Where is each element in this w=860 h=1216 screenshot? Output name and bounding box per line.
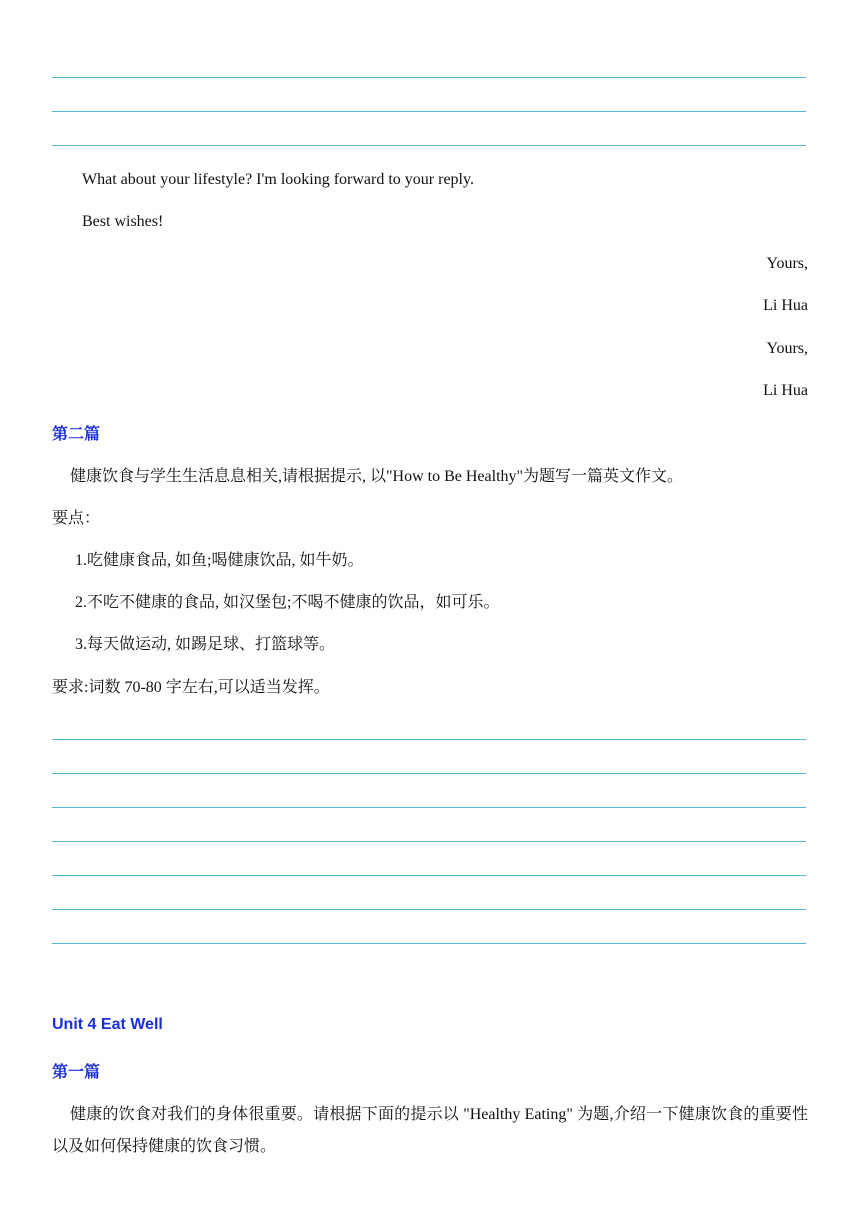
point-item: 2.不吃不健康的食品, 如汉堡包;不喝不健康的饮品，如可乐。: [75, 594, 500, 611]
writing-line: [52, 773, 806, 774]
letter-sign-off: Yours,: [766, 255, 808, 272]
writing-line: [52, 739, 806, 740]
letter-sign-off: Yours,: [766, 340, 808, 357]
writing-line: [52, 807, 806, 808]
point-item: 1.吃健康食品, 如鱼;喝健康饮品, 如牛奶。: [75, 552, 364, 569]
writing-line: [52, 909, 806, 910]
requirement-text: 要求:词数 70-80 字左右,可以适当发挥。: [52, 679, 330, 696]
letter-signature: Li Hua: [763, 297, 808, 314]
letter-best-wishes: Best wishes!: [82, 213, 164, 230]
letter-closing-question: What about your lifestyle? I'm looking forward to your reply.: [82, 171, 474, 188]
section-heading: 第二篇: [52, 426, 101, 443]
points-label: 要点：: [52, 510, 101, 527]
writing-line: [52, 111, 806, 112]
writing-line: [52, 145, 806, 146]
writing-line: [52, 875, 806, 876]
writing-prompt: 健康的饮食对我们的身体很重要。请根据下面的提示以 "Healthy Eating" 为题,介绍一下健康饮食的重要性以及如何保持健康的饮食习惯。: [52, 1106, 808, 1155]
writing-prompt: 健康饮食与学生生活息息相关,请根据提示, 以"How to Be Healthy"为题写一篇英文作文。: [70, 468, 684, 485]
writing-line: [52, 943, 806, 944]
writing-line: [52, 841, 806, 842]
writing-line: [52, 77, 806, 78]
unit-title: Unit 4 Eat Well: [52, 1016, 163, 1033]
letter-signature: Li Hua: [763, 382, 808, 399]
point-item: 3.每天做运动, 如踢足球、打篮球等。: [75, 636, 336, 653]
section-heading: 第一篇: [52, 1064, 101, 1081]
